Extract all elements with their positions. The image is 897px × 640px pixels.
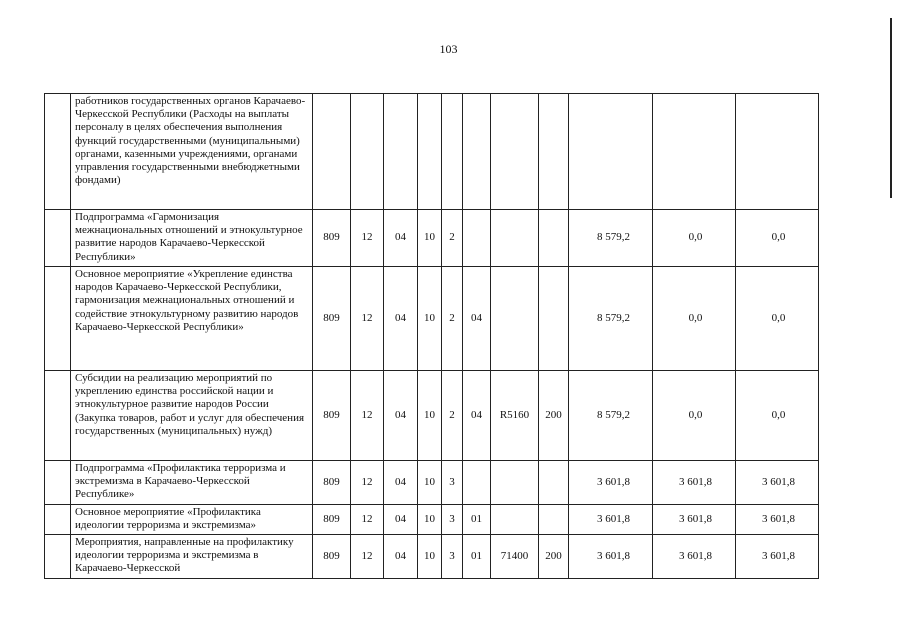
subsection-cell: 04 bbox=[384, 461, 418, 505]
row-number-cell bbox=[45, 371, 71, 461]
direction-cell bbox=[491, 94, 539, 210]
row-number-cell bbox=[45, 535, 71, 579]
event-cell bbox=[463, 210, 491, 267]
table-row bbox=[45, 505, 819, 535]
amount-year2-cell bbox=[653, 94, 736, 210]
amount-year2-cell: 3 601,8 bbox=[653, 535, 736, 579]
ministry-code-cell: 809 bbox=[313, 461, 351, 505]
section-cell: 12 bbox=[351, 505, 384, 535]
ministry-code-cell: 809 bbox=[313, 210, 351, 267]
description-cell: работников государственных органов Карачаево-Черкесской Республики (Расходы на выплаты персоналу в целях обеспечения выполнения функций государственными (муниципальными) органами, казенными учреждениями, органами управления государственными внебюджетными фондами) bbox=[71, 94, 313, 210]
amount-year3-cell: 0,0 bbox=[736, 210, 819, 267]
description-cell: Мероприятия, направленные на профилактику идеологии терроризма и экстремизма в Карачаево-Черкесской bbox=[71, 535, 313, 579]
amount-year2-cell: 3 601,8 bbox=[653, 505, 736, 535]
subsection-cell: 04 bbox=[384, 505, 418, 535]
amount-year1-cell: 8 579,2 bbox=[569, 267, 653, 371]
amount-year2-cell: 0,0 bbox=[653, 371, 736, 461]
amount-year2-cell: 0,0 bbox=[653, 210, 736, 267]
amount-year2-cell: 3 601,8 bbox=[653, 461, 736, 505]
scan-margin-line bbox=[890, 18, 892, 198]
amount-year3-cell: 3 601,8 bbox=[736, 535, 819, 579]
subprogram-cell: 3 bbox=[442, 505, 463, 535]
amount-year1-cell bbox=[569, 94, 653, 210]
program-cell: 10 bbox=[418, 267, 442, 371]
amount-year1-cell: 8 579,2 bbox=[569, 210, 653, 267]
expense-type-cell bbox=[539, 461, 569, 505]
program-cell: 10 bbox=[418, 505, 442, 535]
subsection-cell: 04 bbox=[384, 371, 418, 461]
program-cell: 10 bbox=[418, 461, 442, 505]
event-cell: 01 bbox=[463, 535, 491, 579]
ministry-code-cell bbox=[313, 94, 351, 210]
page-number: 103 bbox=[439, 42, 458, 56]
table-row bbox=[45, 535, 819, 579]
ministry-code-cell: 809 bbox=[313, 267, 351, 371]
direction-cell: 71400 bbox=[491, 535, 539, 579]
row-number-cell bbox=[45, 94, 71, 210]
expense-type-cell: 200 bbox=[539, 535, 569, 579]
subprogram-cell bbox=[442, 94, 463, 210]
section-cell: 12 bbox=[351, 461, 384, 505]
table-row bbox=[45, 371, 819, 461]
event-cell: 04 bbox=[463, 267, 491, 371]
section-cell: 12 bbox=[351, 267, 384, 371]
description-cell: Основное мероприятие «Профилактика идеологии терроризма и экстремизма» bbox=[71, 505, 313, 535]
program-cell: 10 bbox=[418, 535, 442, 579]
expense-type-cell: 200 bbox=[539, 371, 569, 461]
row-number-cell bbox=[45, 461, 71, 505]
description-cell: Подпрограмма «Гармонизация межнациональных отношений и этнокультурное развитие народов Карачаево-Черкесской Республики» bbox=[71, 210, 313, 267]
program-cell: 10 bbox=[418, 371, 442, 461]
expense-type-cell bbox=[539, 210, 569, 267]
section-cell: 12 bbox=[351, 371, 384, 461]
subprogram-cell: 3 bbox=[442, 535, 463, 579]
row-number-cell bbox=[45, 210, 71, 267]
ministry-code-cell: 809 bbox=[313, 371, 351, 461]
expense-type-cell bbox=[539, 505, 569, 535]
row-number-cell bbox=[45, 505, 71, 535]
event-cell: 04 bbox=[463, 371, 491, 461]
amount-year3-cell: 3 601,8 bbox=[736, 461, 819, 505]
expense-type-cell bbox=[539, 267, 569, 371]
program-cell: 10 bbox=[418, 210, 442, 267]
budget-table bbox=[44, 93, 819, 579]
program-cell bbox=[418, 94, 442, 210]
amount-year1-cell: 3 601,8 bbox=[569, 535, 653, 579]
subsection-cell bbox=[384, 94, 418, 210]
amount-year3-cell bbox=[736, 94, 819, 210]
direction-cell bbox=[491, 505, 539, 535]
expense-type-cell bbox=[539, 94, 569, 210]
ministry-code-cell: 809 bbox=[313, 535, 351, 579]
ministry-code-cell: 809 bbox=[313, 505, 351, 535]
amount-year1-cell: 8 579,2 bbox=[569, 371, 653, 461]
event-cell: 01 bbox=[463, 505, 491, 535]
amount-year1-cell: 3 601,8 bbox=[569, 505, 653, 535]
description-cell: Подпрограмма «Профилактика терроризма и экстремизма в Карачаево-Черкесской Республике» bbox=[71, 461, 313, 505]
subsection-cell: 04 bbox=[384, 210, 418, 267]
amount-year1-cell: 3 601,8 bbox=[569, 461, 653, 505]
description-cell: Субсидии на реализацию мероприятий по укреплению единства российской нации и этнокультурное развитие народов России (Закупка товаров, работ и услуг для обеспечения государственных (муниципальных) нужд) bbox=[71, 371, 313, 461]
row-number-cell bbox=[45, 267, 71, 371]
subprogram-cell: 3 bbox=[442, 461, 463, 505]
amount-year3-cell: 0,0 bbox=[736, 371, 819, 461]
direction-cell bbox=[491, 461, 539, 505]
subprogram-cell: 2 bbox=[442, 371, 463, 461]
amount-year3-cell: 0,0 bbox=[736, 267, 819, 371]
subprogram-cell: 2 bbox=[442, 267, 463, 371]
event-cell bbox=[463, 461, 491, 505]
section-cell bbox=[351, 94, 384, 210]
table-row bbox=[45, 267, 819, 371]
subsection-cell: 04 bbox=[384, 267, 418, 371]
table-row bbox=[45, 210, 819, 267]
subprogram-cell: 2 bbox=[442, 210, 463, 267]
section-cell: 12 bbox=[351, 210, 384, 267]
amount-year2-cell: 0,0 bbox=[653, 267, 736, 371]
direction-cell bbox=[491, 267, 539, 371]
table-row bbox=[45, 94, 819, 210]
subsection-cell: 04 bbox=[384, 535, 418, 579]
description-cell: Основное мероприятие «Укрепление единства народов Карачаево-Черкесской Республики, гармонизация межнациональных отношений и содействие этнокультурному развитию народов Карачаево-Черкесской Республики» bbox=[71, 267, 313, 371]
direction-cell: R5160 bbox=[491, 371, 539, 461]
amount-year3-cell: 3 601,8 bbox=[736, 505, 819, 535]
direction-cell bbox=[491, 210, 539, 267]
table-row bbox=[45, 461, 819, 505]
event-cell bbox=[463, 94, 491, 210]
section-cell: 12 bbox=[351, 535, 384, 579]
